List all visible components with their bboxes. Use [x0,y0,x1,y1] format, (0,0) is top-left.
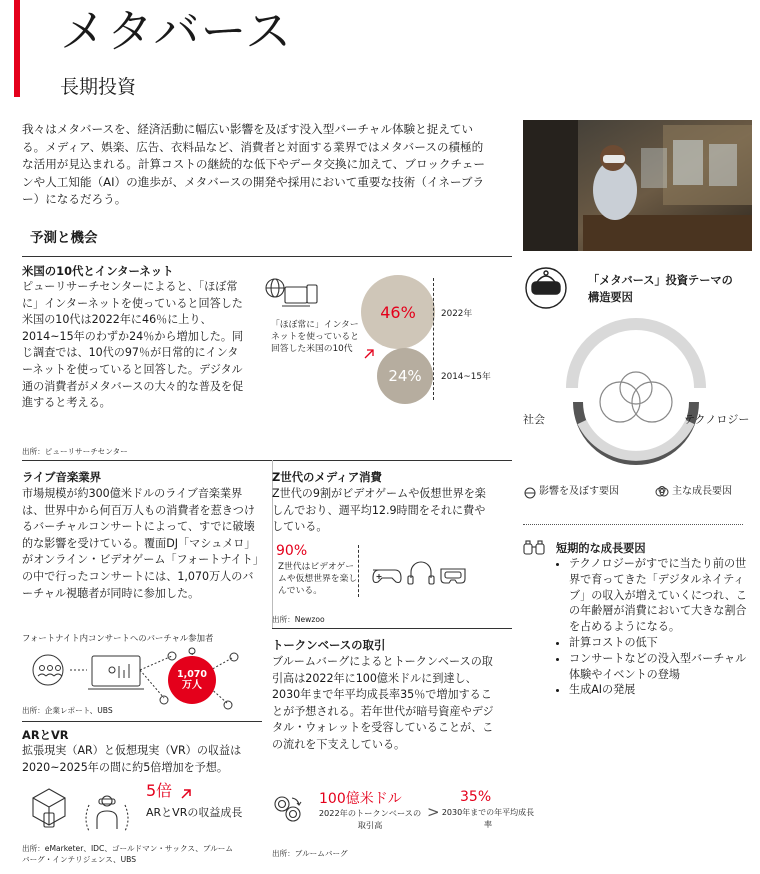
legend-growth: 主な成長要因 [672,486,732,497]
genz-scale-line [358,545,359,597]
concert-value-badge [168,656,216,704]
arvr-body: 拡張現実（AR）と仮想現実（VR）の収益は2020~2025年の間に約5倍増加を予想。 [22,744,242,774]
intro-paragraph: 我々はメタバースを、経済活動に幅広い影響を及ぼす没入型バーチャル体験と捉えている。メディア、娯楽、広告、衣料品など、消費者と対面する業界ではメタバースの積極的な活用が見込まれる。計算コストの継続的な低下やデータ交換に加えて、ブロックチェーンや人工知能（AI）の進歩が、メタバースの開発や採用において重要な技術（イネーブラー）になるだろう。 [22,122,485,207]
theme-title: 「メタバース」投資テーマの構造要因 [588,274,733,304]
concert-unit: 万人 [182,679,202,691]
token-heading: トークンベースの取引 [272,638,386,652]
token-source: 出所：ブルームバーグ [272,849,348,858]
arrow-up-icon [180,785,192,804]
growth-factor-icon [655,483,669,502]
genz-value: 90% [276,543,308,559]
token-exchange-icon [272,794,302,828]
short-term-list [555,556,749,698]
arvr-value: 5倍 [146,781,173,800]
arvr-label: ARとVRの収益成長 [146,806,243,819]
token-value: 100億米ドル [319,791,402,807]
vr-headset-icon [523,265,569,315]
token-body: ブルームバーグによるとトークンベースの取引高は2022年に100億米ドルに到達し、2030年まで年平均成長率35％で増加することが予想される。若年世代が暗号資産やデジタル・ウォレットを受容していることが、この流れを下支えしている。 [272,655,494,751]
dotted-divider [523,524,743,525]
cagr-value: 35% [460,789,492,805]
structural-factors-diagram [566,358,706,446]
value-2022: 46% [380,302,416,322]
bubble-2014 [377,348,433,404]
bubble-2022 [361,275,435,349]
concert-value: 1,070 [176,668,208,680]
list-item: • テクノロジーがすでに当たり前の世界で育ってきた「デジタルネイティブ」の収入が増えていくにつれ、この年齢層が消費において大きな割合を占めるようになる。 [569,556,749,635]
scale-line [433,278,434,400]
ar-vr-icons [27,785,131,841]
teens-caption: 「ほぼ常に」インターネットを使っていると回答した米国の10代 [271,320,359,354]
label-society: 社会 [523,413,545,426]
list-item: • 計算コストの低下 [569,635,749,651]
cagr-label: 2030年までの年平均成長率 [441,808,535,829]
arrow-up-icon [363,345,375,364]
teens-heading: 米国の10代とインターネット [22,264,174,278]
divider [22,460,512,461]
forecast-heading: 予測と機会 [30,230,98,246]
list-item: • コンサートなどの没入型バーチャル体験やイベントの登場 [569,651,749,683]
legend-impact: 影響を及ぼす要因 [539,486,619,497]
label-technology: テクノロジー [684,413,750,426]
devices-icon [263,277,323,313]
label-2014: 2014~15年 [441,372,491,382]
binoculars-icon [523,540,545,560]
live-music-source: 出所：企業レポート、UBS [22,706,113,715]
arvr-source: 出所：eMarketer、IDC、ゴールドマン・サックス、ブルームバーグ・インテリジェンス、UBS [22,844,233,864]
value-2014: 24% [388,367,422,385]
list-item: • 生成AIの発展 [569,682,749,698]
divider [272,628,512,629]
token-value-label: 2022年のトークンベースの取引高 [318,808,422,830]
label-2022: 2022年 [441,309,473,319]
genz-body: Z世代の9割がビデオゲームや仮想世界を楽しんでおり、週平均12.9時間をそれに費やしている。 [272,487,486,534]
live-music-body: 市場規模が約300億米ドルのライブ音楽業界は、世界中から何百万人もの消費者を惹きつけるバーチャルコンサートによって、すでに破壊的な影響を受けている。覆面DJ「マシュメロ」がオンライン・ビデオゲーム「フォートナイト」の中で行ったコンサートには、1,070万人のバーチャル視聴者が同時に参加した。 [22,487,259,600]
genz-source: 出所：Newzoo [272,615,325,624]
live-music-heading: ライブ音楽業界 [22,470,102,484]
concert-caption: フォートナイト内コンサートへのバーチャル参加者 [22,633,214,643]
accent-bar [14,0,20,97]
vr-headset-photo [523,120,752,251]
genz-caption: Z世代はビデオゲームや仮想世界を楽しんでいる。 [278,562,358,596]
teens-body: ピューリサーチセンターによると、「ほぼ常に」インターネットを使っていると回答した米国の10代は2022年に46％に上り、2014~15年のわずか24％から増加した。同じ調査では、10代の97％が日常的にインターネットを使っていると回答した。デジタル通の消費者がメタバースの大々的な普及を促進すると考える。 [22,280,244,410]
divider [22,256,512,257]
gaming-icons [369,560,469,592]
page-subtitle: 長期投資 [60,76,137,98]
arvr-heading: ARとVR [22,728,69,742]
impact-factor-icon [524,484,536,503]
teens-source: 出所：ピューリサーチセンター [22,447,128,456]
genz-heading: Z世代のメディア消費 [272,470,382,484]
greater-than-sign: > [427,803,440,821]
short-term-heading: 短期的な成長要因 [556,542,646,555]
divider [22,721,262,722]
page-title: メタバース [60,4,293,58]
